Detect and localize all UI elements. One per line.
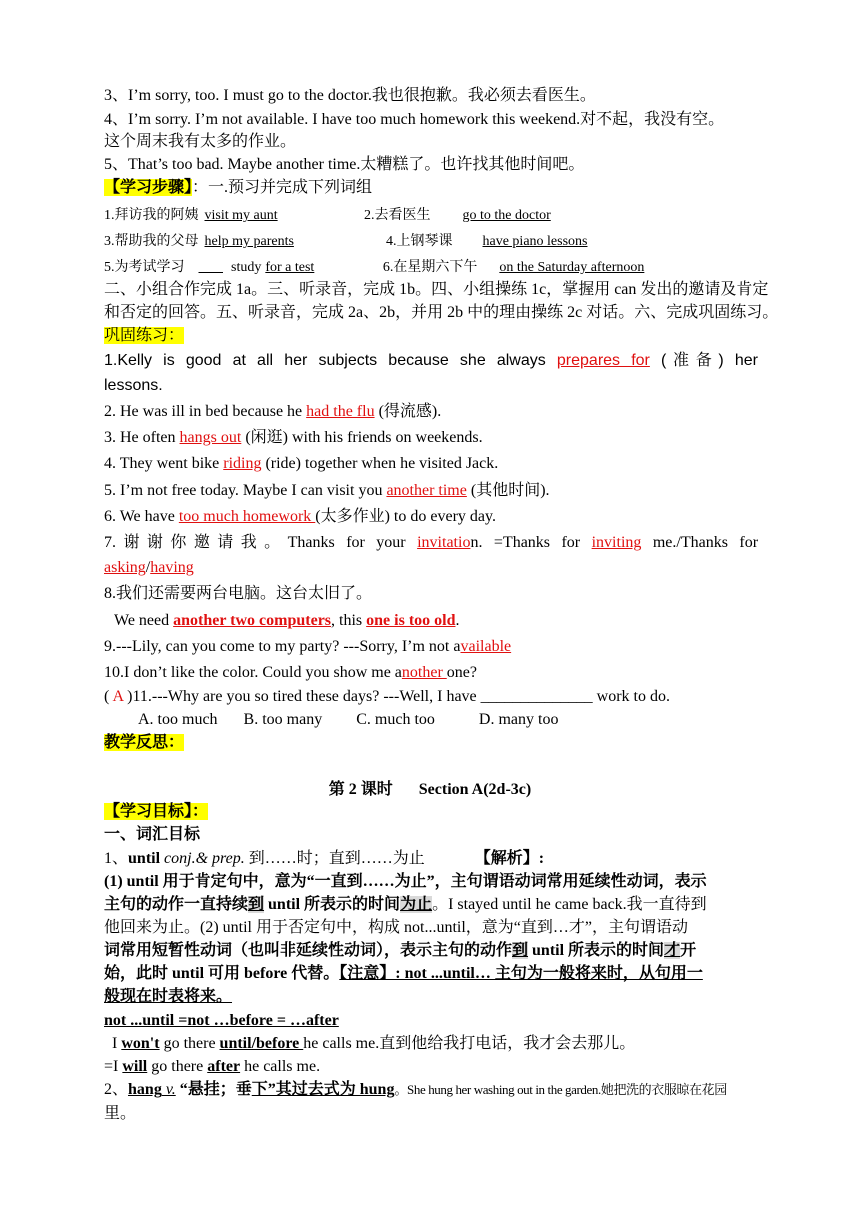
phrase-answer: study: [231, 260, 262, 275]
explanation-line-1: (1) until 用于肯定句中，意为“一直到……为止”，主句谓语动词常用延续性动词，表示: [104, 873, 707, 890]
phrase-row-1: 1.拜访我的阿姨 visit my aunt 2.去看医生 go to the doctor: [104, 206, 615, 226]
question-4: 4. They went bike riding (ride) together when he visited Jack.: [104, 455, 499, 472]
dialogue-line-3: 3、I’m sorry, too. I must go to the doctor.我也很抱歉。我必须去看医生。: [104, 87, 596, 104]
question-7-cont: asking/having: [104, 559, 194, 576]
phrase-answer: visit my aunt: [204, 208, 278, 223]
answer: too much homework: [178, 508, 316, 525]
answer: riding: [223, 455, 262, 472]
until-formula: not ...until =not …before = …after: [104, 1012, 339, 1029]
phrase-answer: have piano lessons: [482, 234, 588, 249]
answer: had the flu: [306, 403, 375, 420]
question-11: ( A )11.---Why are you so tired these days? ---Well, I have ______________ work to do.: [104, 688, 670, 705]
steps-heading: [104, 178, 372, 198]
explanation-line-5: 始，此时 until 可用 before 代替。【注意】: not ...until… 主句为一般将来时，从句用一: [104, 965, 703, 982]
question-10: 10.I don’t like the color. Could you show me another one?: [104, 664, 477, 681]
vocab-heading: 一、词汇目标: [104, 826, 201, 843]
question-5: 5. I’m not free today. Maybe I can visit you another time (其他时间).: [104, 482, 550, 499]
answer: nother: [401, 664, 447, 681]
question-1: 1.Kelly is good at all her subjects because she always prepares for (准备) her: [104, 352, 759, 369]
answer: vailable: [460, 638, 512, 655]
answer: prepares for: [556, 352, 650, 369]
answer: invitatio: [417, 534, 471, 551]
goals-heading: 【学习目标】：: [104, 803, 209, 820]
answer: another time: [386, 482, 467, 499]
lesson-heading: 第 2 课时 Section A(2d-3c): [328, 781, 532, 798]
explanation-line-6: 般现在时表将来。: [104, 988, 233, 1005]
explanation-line-2: 主句的动作一直持续到 until 所表示的时间为止。I stayed until he came back.我一直待到: [104, 896, 707, 913]
answer: A: [112, 688, 124, 705]
phrase-answer: for a test: [265, 260, 315, 275]
steps-title: ：一.预习并完成下列词组: [192, 179, 373, 196]
explanation-line-4: 词常用短暂性动词（也叫非延续性动词），表示主句的动作到 until 所表示的时间才开: [104, 942, 697, 959]
question-7: 7.谢谢你邀请我。Thanks for your invitation. =Thanks for inviting me./Thanks for: [104, 534, 759, 551]
word-1-heading: 1、until conj.& prep. 到……时；直到……为止 【解析】:: [104, 850, 545, 867]
tasks-line-2: 和否定的回答。五、听录音，完成 2a、2b，并用 2b 中的理由操练 2c 对话。六、完成巩固练习。: [104, 304, 779, 321]
example-2: =I will go there after he calls me.: [104, 1058, 321, 1075]
word-2-cont: 里。: [104, 1105, 137, 1122]
question-3: 3. He often hangs out (闲逛) with his friends on weekends.: [104, 429, 483, 446]
practice-heading: 巩固练习：: [104, 327, 185, 344]
option-c: C. much too: [356, 711, 435, 728]
question-1-cont: lessons.: [104, 377, 163, 394]
word-2: 2、hang v. “悬挂；垂下”其过去式为 hung。She hung her washing out in the garden.她把洗的衣服晾在花园: [104, 1081, 727, 1098]
phrase-row-2: 3.帮助我的父母 help my parents 4.上钢琴课 have piano lessons: [104, 232, 629, 252]
phrase-answer: help my parents: [204, 234, 294, 249]
answer: inviting: [591, 534, 642, 551]
dialogue-line-5: 5、That’s too bad. Maybe another time.太糟糕了。也许找其他时间吧。: [104, 156, 585, 173]
dialogue-line-4-cont: 这个周末我有太多的作业。: [104, 133, 297, 150]
answer: another two computers: [173, 612, 332, 629]
phrase-row-3: 5.为考试学习 study for a test 6.在星期六下午 on the Saturday afternoon: [104, 258, 685, 278]
dialogue-line-4: 4、I’m sorry. I’m not available. I have too much homework this weekend.对不起，我没有空。: [104, 111, 725, 128]
answer: one is too old: [366, 612, 456, 629]
option-d: D. many too: [478, 711, 559, 728]
question-11-options: [138, 710, 558, 730]
question-8: 8.我们还需要两台电脑。这台太旧了。: [104, 585, 373, 602]
answer: hangs out: [179, 429, 242, 446]
answer: having: [150, 559, 194, 576]
reflection-heading: 教学反思：: [104, 734, 185, 751]
tasks-line-1: 二、小组合作完成 1a。三、听录音，完成 1b。四、小组操练 1c，掌握用 can 发出的邀请及肯定: [104, 281, 769, 298]
steps-label: 【学习步骤】: [104, 179, 193, 196]
option-a: A. too much: [138, 711, 218, 728]
question-2: 2. He was ill in bed because he had the flu (得流感).: [104, 403, 442, 420]
explanation-line-3: 他回来为止。(2) until 用于否定句中，构成 not...until，意为“直到…才”，主句谓语动: [104, 919, 688, 936]
question-9: 9.---Lily, can you come to my party? ---Sorry, I’m not available: [104, 638, 512, 655]
phrase-answer: on the Saturday afternoon: [499, 260, 645, 275]
answer: asking: [104, 559, 146, 576]
question-6: 6. We have too much homework (太多作业) to do every day.: [104, 508, 496, 525]
question-8-answer: We need another two computers, this one is too old.: [114, 612, 460, 629]
phrase-answer: go to the doctor: [462, 208, 551, 223]
option-b: B. too many: [243, 711, 323, 728]
example-1: I won't go there until/before he calls me.直到他给我打电话，我才会去那儿。: [112, 1035, 636, 1052]
